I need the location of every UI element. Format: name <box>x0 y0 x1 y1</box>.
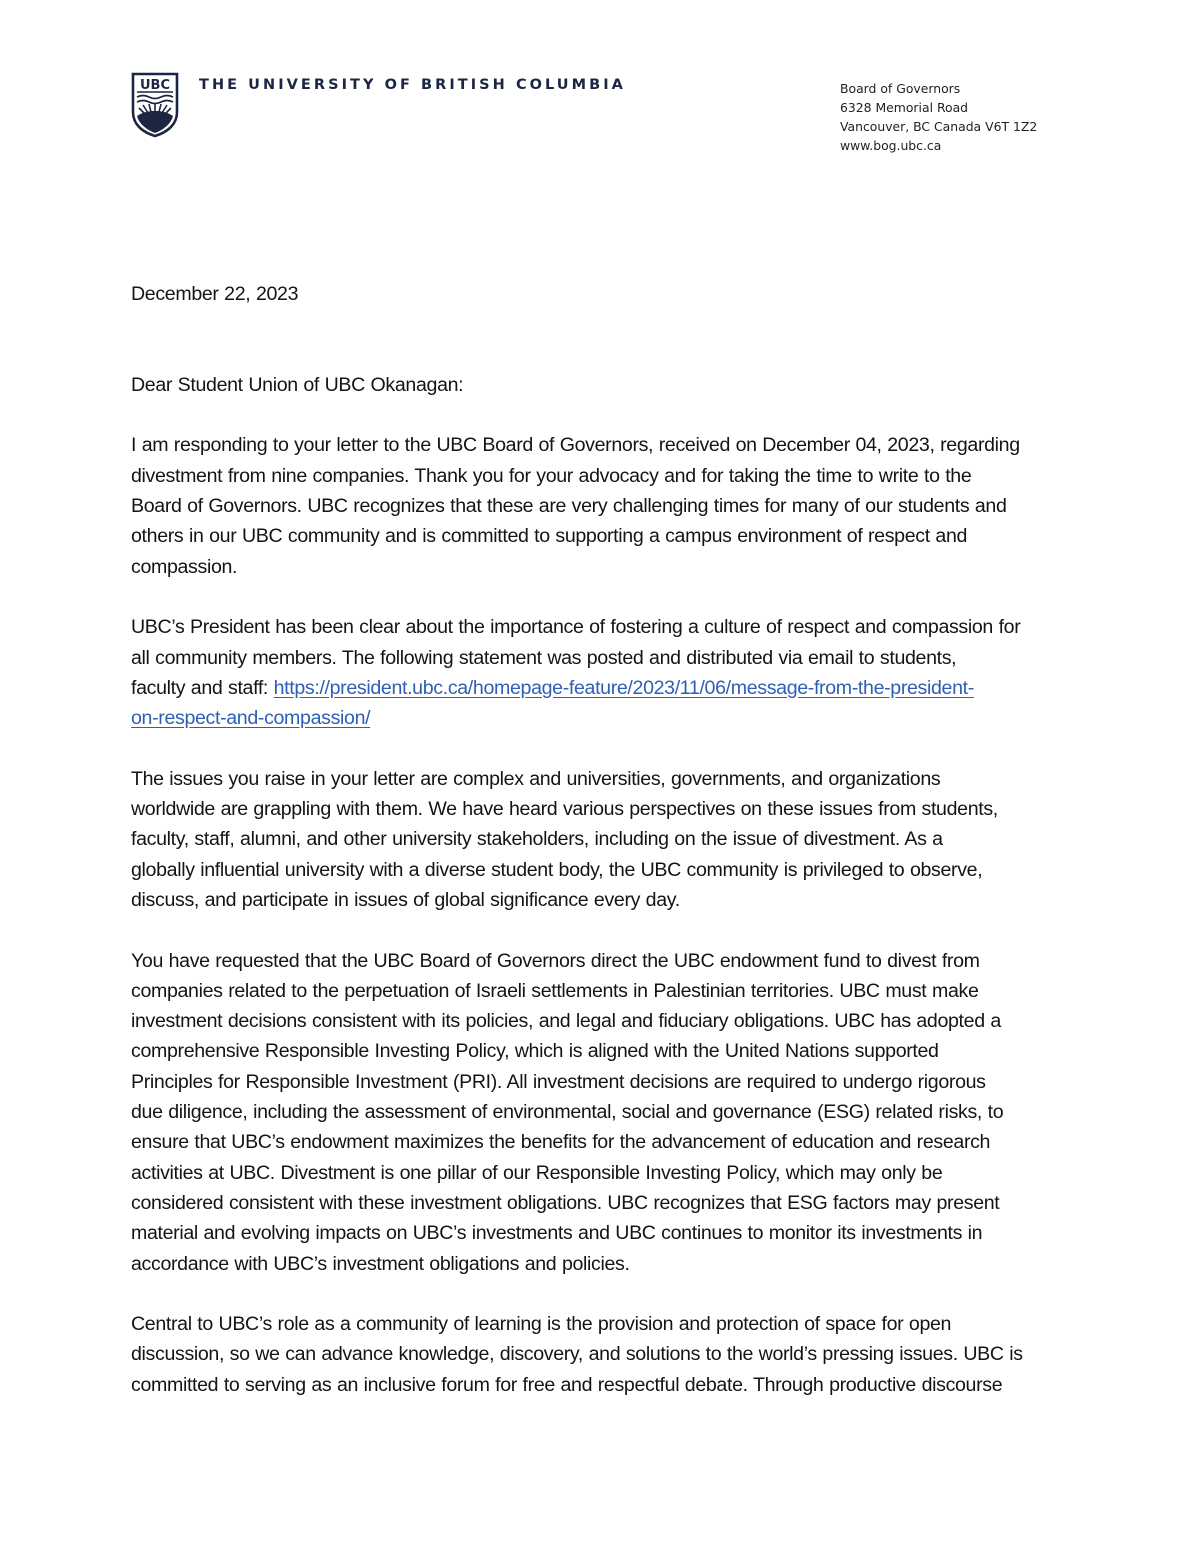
paragraph-line: I am responding to your letter to the UBC Board of Governors, received on December 04, 2023, regarding <box>131 434 1020 457</box>
paragraph-line: divestment from nine companies. Thank you for your advocacy and for taking the time to write to the <box>131 464 972 487</box>
svg-text:UBC: UBC <box>139 78 171 93</box>
paragraph-line: others in our UBC community and is committed to supporting a campus environment of respect and <box>131 525 968 548</box>
address-city: Vancouver, BC Canada V6T 1Z2 <box>840 119 1038 134</box>
paragraph-line: comprehensive Responsible Investing Policy, which is aligned with the United Nations supported <box>131 1040 939 1063</box>
paragraph-line: compassion. <box>131 555 238 578</box>
paragraph-line-with-link <box>131 673 1071 703</box>
paragraph-line: Board of Governors. UBC recognizes that these are very challenging times for many of our students and <box>131 495 1007 518</box>
address-street: 6328 Memorial Road <box>840 100 969 115</box>
paragraph-line: Central to UBC’s role as a community of learning is the provision and protection of space for open <box>131 1313 952 1336</box>
paragraph-line: ensure that UBC’s endowment maximizes the benefits for the advancement of education and research <box>131 1131 991 1154</box>
paragraph-line: investment decisions consistent with its policies, and legal and fiduciary obligations. UBC has adopted a <box>131 1010 1001 1033</box>
paragraph-line: considered consistent with these investment obligations. UBC recognizes that ESG factors may present <box>131 1191 1000 1214</box>
paragraph-2 <box>131 612 1071 733</box>
paragraph-text: faculty and staff: <box>131 676 274 699</box>
letterhead <box>0 0 1200 170</box>
sender-address <box>840 79 1037 155</box>
paragraph-line: committed to serving as an inclusive forum for free and respectful debate. Through productive discourse <box>131 1373 1003 1396</box>
paragraph-line: globally influential university with a diverse student body, the UBC community is privileged to observe, <box>131 858 983 881</box>
ubc-crest-icon <box>131 72 179 138</box>
paragraph-line <box>131 703 1071 733</box>
paragraph-line: discussion, so we can advance knowledge, discovery, and solutions to the world’s pressing issues. UBC is <box>131 1343 1023 1366</box>
letter-date: December 22, 2023 <box>131 283 299 305</box>
paragraph-line: The issues you raise in your letter are complex and universities, governments, and organizations <box>131 767 941 790</box>
paragraph-line: activities at UBC. Divestment is one pillar of our Responsible Investing Policy, which may only be <box>131 1161 943 1184</box>
paragraph-line: Principles for Responsible Investment (PRI). All investment decisions are required to undergo rigorous <box>131 1070 986 1093</box>
paragraph-line: companies related to the perpetuation of Israeli settlements in Palestinian territories. UBC must make <box>131 979 979 1002</box>
paragraph-line: due diligence, including the assessment of environmental, social and governance (ESG) related risks, to <box>131 1101 1004 1124</box>
paragraph-line: faculty, staff, alumni, and other university stakeholders, including on the issue of divestment. As a <box>131 828 943 851</box>
paragraph-line: worldwide are grappling with them. We have heard various perspectives on these issues from students, <box>131 798 998 821</box>
letter-body <box>131 279 1071 1430</box>
salutation: Dear Student Union of UBC Okanagan: <box>131 373 464 396</box>
paragraph-3 <box>131 764 1071 915</box>
paragraph-line: all community members. The following statement was posted and distributed via email to students, <box>131 646 957 669</box>
paragraph-line: You have requested that the UBC Board of Governors direct the UBC endowment fund to divest from <box>131 949 980 972</box>
paragraph-5 <box>131 1309 1071 1400</box>
paragraph-line: discuss, and participate in issues of global significance every day. <box>131 888 680 911</box>
paragraph-line: material and evolving impacts on UBC’s investments and UBC continues to monitor its investments in <box>131 1222 983 1245</box>
address-office: Board of Governors <box>840 81 961 96</box>
address-website[interactable]: www.bog.ubc.ca <box>840 138 942 153</box>
president-statement-link-continued[interactable]: on-respect-and-compassion/ <box>131 707 371 730</box>
university-name: THE UNIVERSITY OF BRITISH COLUMBIA <box>199 77 626 93</box>
paragraph-1 <box>131 430 1071 581</box>
paragraph-4 <box>131 946 1071 1279</box>
paragraph-line: accordance with UBC’s investment obligations and policies. <box>131 1252 630 1275</box>
president-statement-link[interactable]: https://president.ubc.ca/homepage-feature/2023/11/06/message-from-the-president- <box>273 676 974 699</box>
paragraph-line: UBC’s President has been clear about the importance of fostering a culture of respect and compassion for <box>131 616 1021 639</box>
